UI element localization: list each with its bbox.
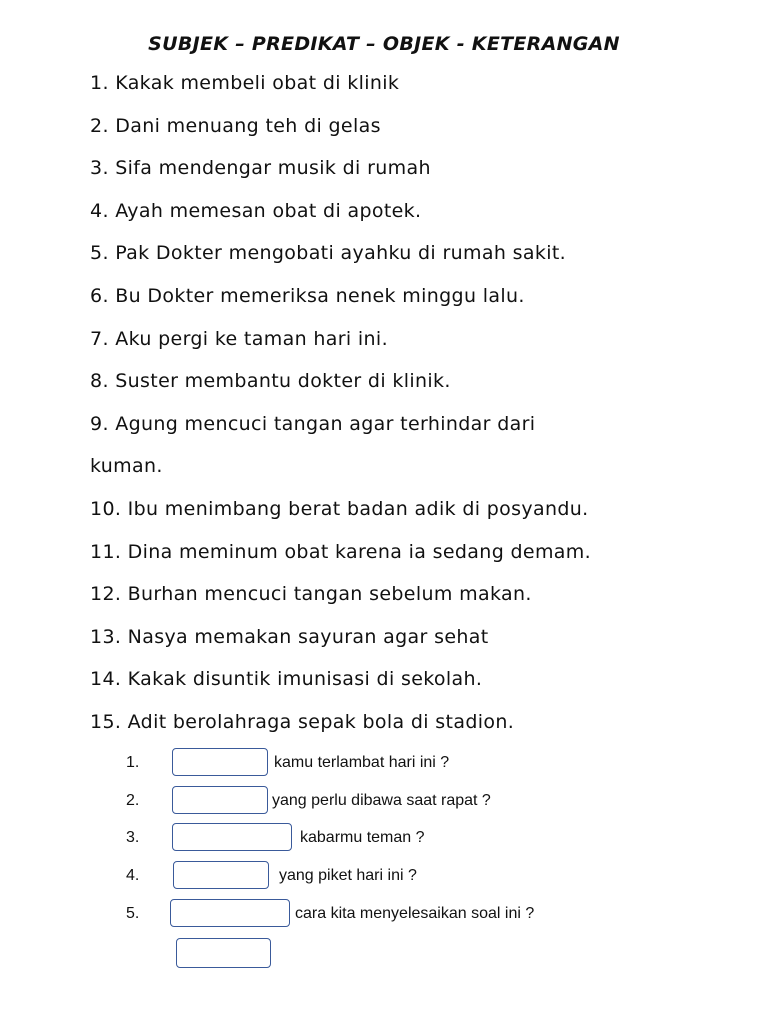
question-row — [0, 858, 768, 896]
sentence-item-continuation: kuman. — [90, 455, 163, 478]
question-text: yang piket hari ini ? — [279, 867, 417, 885]
question-row — [0, 783, 768, 821]
question-text: yang perlu dibawa saat rapat ? — [272, 791, 491, 809]
question-row — [0, 745, 768, 783]
sentence-item: 4. Ayah memesan obat di apotek. — [90, 199, 422, 222]
sentence-item: 2. Dani menuang teh di gelas — [90, 114, 381, 137]
question-number: 1. — [126, 754, 140, 771]
question-list — [0, 745, 768, 933]
sentence-item: 5. Pak Dokter mengobati ayahku di rumah sakit. — [90, 242, 567, 265]
question-row — [0, 896, 768, 934]
question-number: 3. — [126, 829, 140, 847]
sentence-item: 6. Bu Dokter memeriksa nenek minggu lalu. — [90, 284, 525, 307]
answer-box[interactable] — [173, 861, 269, 889]
question-text: cara kita menyelesaikan soal ini ? — [295, 904, 535, 922]
sentence-item: 13. Nasya memakan sayuran agar sehat — [90, 625, 489, 648]
question-number: 2. — [126, 791, 140, 809]
question-number: 4. — [126, 867, 140, 885]
question-number: 5. — [126, 904, 140, 922]
answer-box[interactable] — [172, 786, 268, 814]
answer-box[interactable] — [172, 823, 292, 851]
sentence-item: 1. Kakak membeli obat di klinik — [90, 72, 400, 94]
sentence-item: 7. Aku pergi ke taman hari ini. — [90, 327, 388, 350]
question-text: kabarmu teman ? — [300, 829, 425, 847]
sentence-item: 12. Burhan mencuci tangan sebelum makan. — [90, 583, 532, 606]
answer-box[interactable] — [172, 748, 268, 776]
sentence-item: 10. Ibu menimbang berat badan adik di posyandu. — [90, 497, 589, 520]
sentence-item: 15. Adit berolahraga sepak bola di stadion. — [90, 710, 515, 733]
sentence-item: 14. Kakak disuntik imunisasi di sekolah. — [90, 668, 483, 691]
answer-box-extra[interactable] — [176, 938, 271, 968]
worksheet-title: SUBJEK – PREDIKAT – OBJEK - KETERANGAN — [148, 33, 620, 55]
sentence-item: 11. Dina meminum obat karena ia sedang demam. — [90, 540, 592, 563]
sentence-item: 9. Agung mencuci tangan agar terhindar dari — [90, 412, 536, 435]
question-text: kamu terlambat hari ini ? — [274, 754, 450, 771]
question-row — [0, 820, 768, 858]
answer-box[interactable] — [170, 899, 290, 927]
sentence-item: 3. Sifa mendengar musik di rumah — [90, 157, 431, 180]
sentence-list — [90, 68, 591, 750]
sentence-item: 8. Suster membantu dokter di klinik. — [90, 370, 451, 393]
